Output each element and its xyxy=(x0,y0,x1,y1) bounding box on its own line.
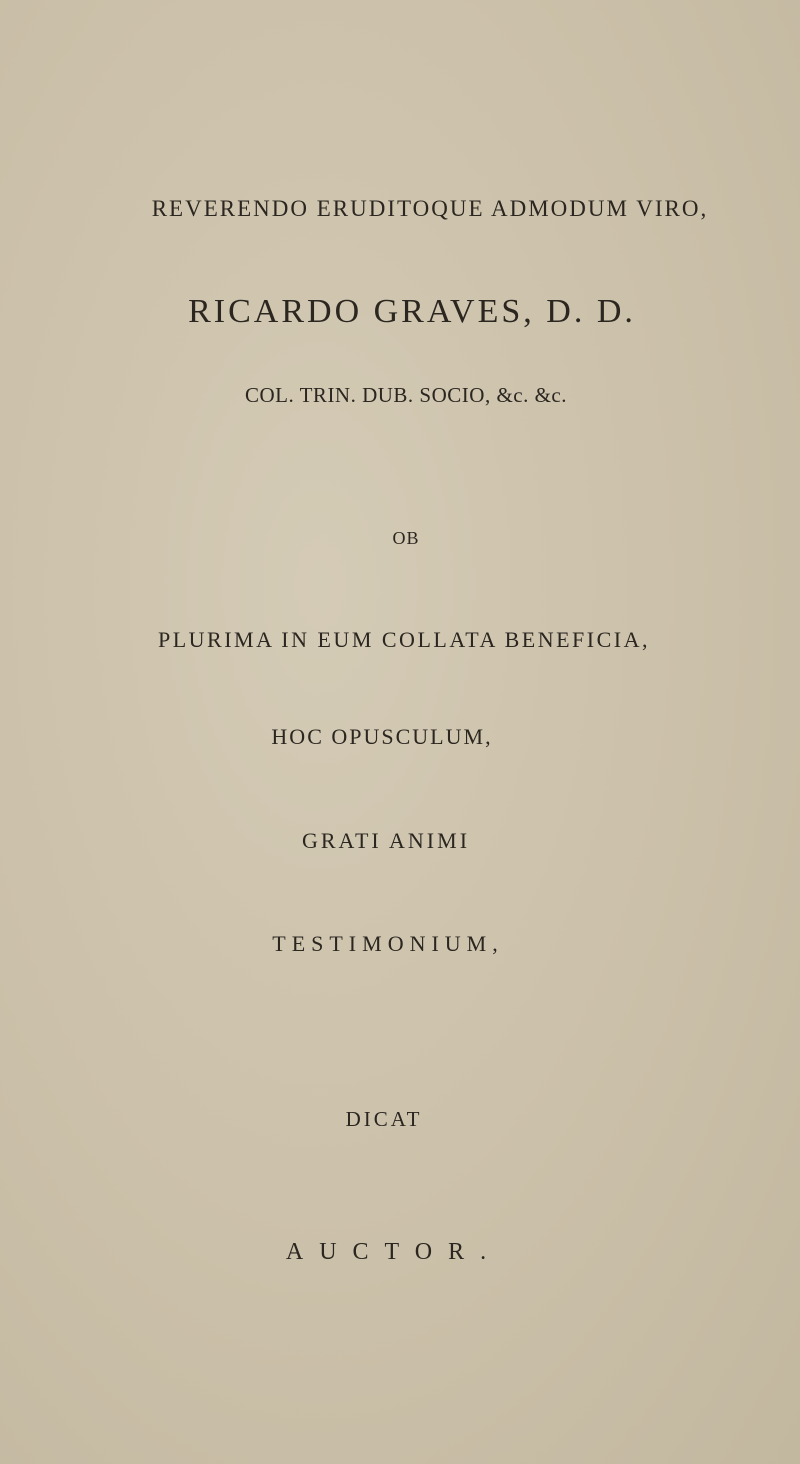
dedicatee-name: RICARDO GRAVES, D. D. xyxy=(188,293,636,330)
dedication-author: AUCTOR. xyxy=(285,1239,503,1265)
dedication-grati-animi: GRATI ANIMI xyxy=(301,828,471,853)
dedication-address-line: REVERENDO ERUDITOQUE ADMODUM VIRO, xyxy=(151,196,709,221)
dedication-ob: OB xyxy=(392,528,420,548)
dedication-reason: PLURIMA IN EUM COLLATA BENEFICIA, xyxy=(157,627,651,652)
dedicatee-title: COL. TRIN. DUB. SOCIO, &c. &c. xyxy=(244,383,568,407)
dedication-dicat: DICAT xyxy=(345,1107,423,1131)
dedication-work: HOC OPUSCULUM, xyxy=(271,724,493,749)
dedication-testimonium: TESTIMONIUM, xyxy=(272,931,504,956)
